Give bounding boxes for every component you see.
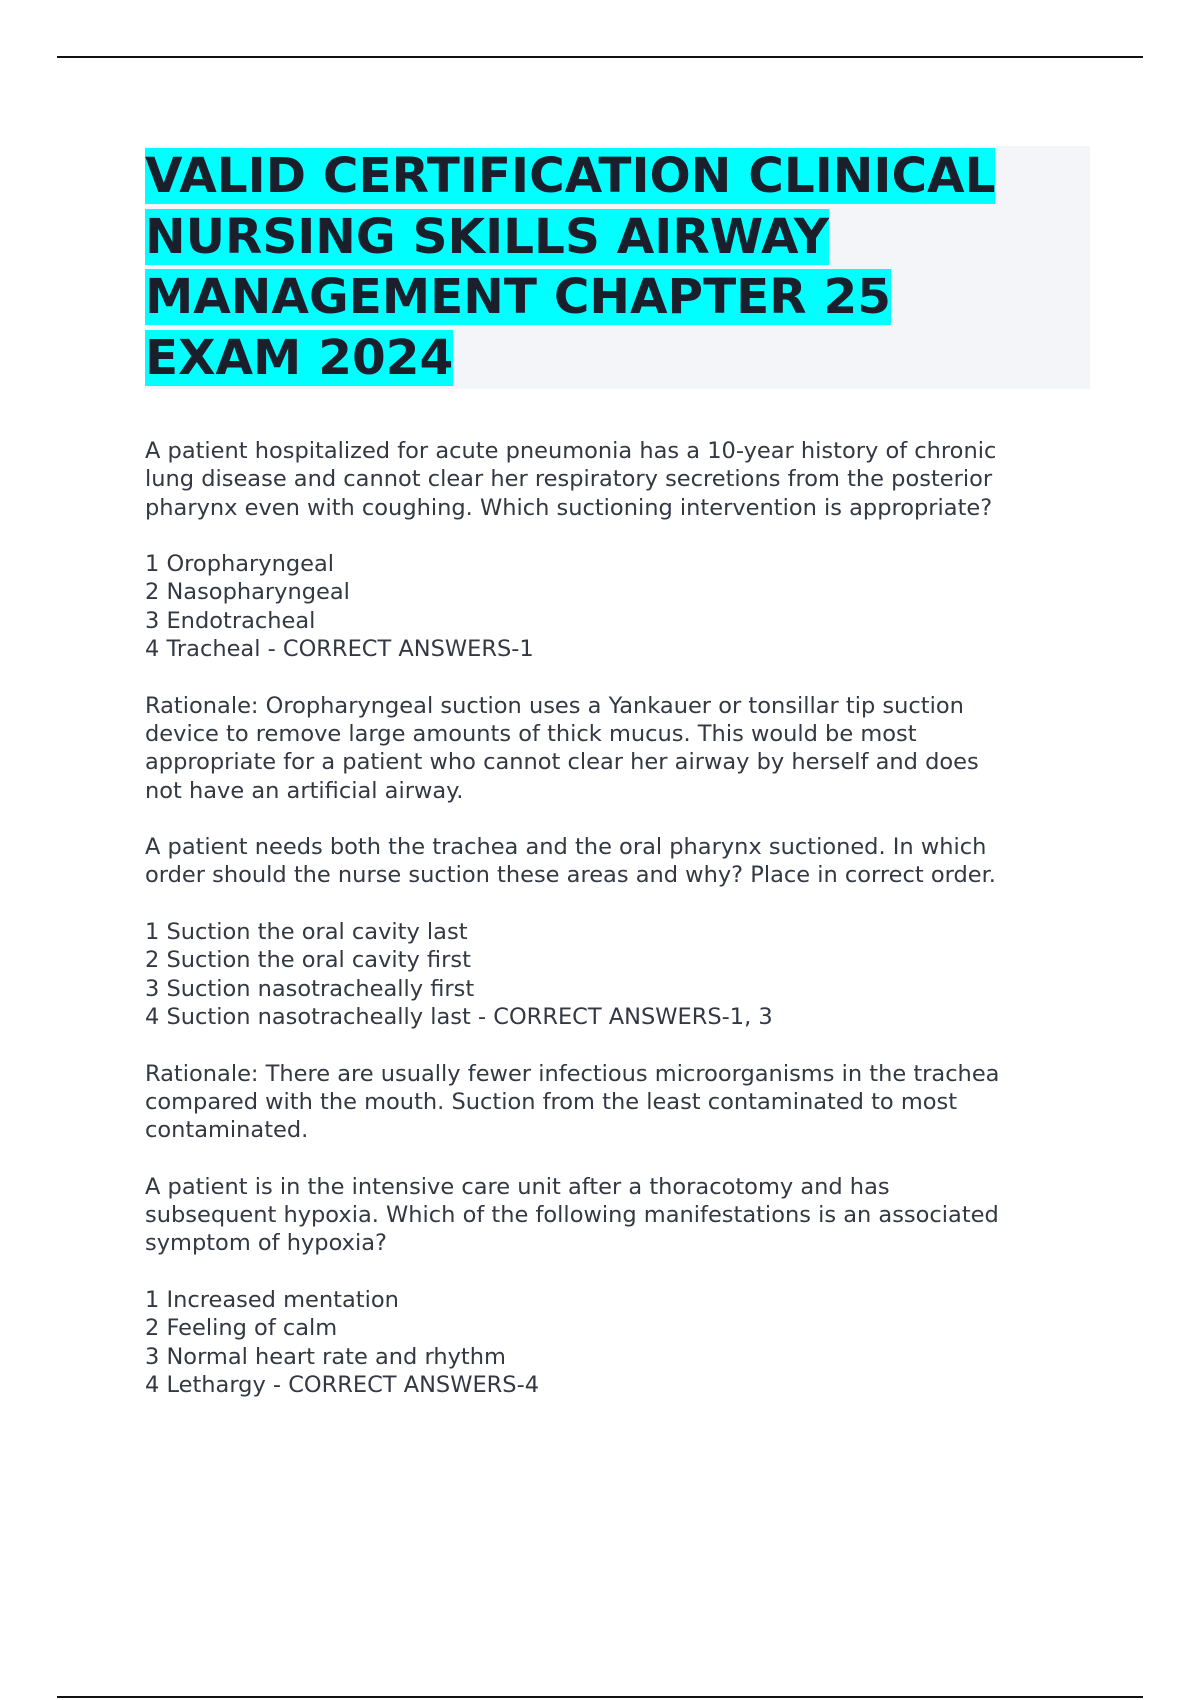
bottom-rule — [57, 1696, 1143, 1698]
question-2-rationale — [145, 1060, 1090, 1145]
question-line: subsequent hypoxia. Which of the following manifestations is an associated — [145, 1202, 999, 1229]
rationale-line: device to remove large amounts of thick mucus. This would be most — [145, 720, 917, 747]
answer-option: 2 Feeling of calm — [145, 1315, 338, 1342]
question-1-rationale — [145, 692, 1090, 805]
question-1-options — [145, 550, 1090, 663]
answer-option: 4 Lethargy - CORRECT ANSWERS-4 — [145, 1371, 540, 1398]
answer-option: 1 Suction the oral cavity last — [145, 919, 468, 946]
answer-option: 4 Tracheal - CORRECT ANSWERS-1 — [145, 636, 534, 663]
answer-option: 4 Suction nasotracheally last - CORRECT ANSWERS-1, 3 — [145, 1003, 773, 1030]
top-rule — [57, 56, 1143, 58]
title-line: VALID CERTIFICATION CLINICAL — [145, 148, 996, 204]
question-3-options — [145, 1286, 1090, 1399]
question-line: order should the nurse suction these areas and why? Place in correct order. — [145, 862, 996, 889]
answer-option: 1 Increased mentation — [145, 1286, 399, 1313]
rationale-line: appropriate for a patient who cannot clear her airway by herself and does — [145, 749, 979, 776]
answer-option: 2 Nasopharyngeal — [145, 579, 350, 606]
answer-option: 1 Oropharyngeal — [145, 551, 335, 578]
question-2-options — [145, 918, 1090, 1031]
answer-option: 3 Normal heart rate and rhythm — [145, 1343, 506, 1370]
answer-option: 3 Suction nasotracheally first — [145, 975, 475, 1002]
rationale-line: Rationale: Oropharyngeal suction uses a Yankauer or tonsillar tip suction — [145, 692, 964, 719]
question-line: A patient is in the intensive care unit after a thoracotomy and has — [145, 1173, 890, 1200]
rationale-line: not have an artificial airway. — [145, 777, 464, 804]
title-block — [145, 146, 1090, 389]
question-line: symptom of hypoxia? — [145, 1230, 387, 1257]
document-title — [145, 146, 1090, 388]
title-line: EXAM 2024 — [145, 329, 454, 386]
rationale-line: contaminated. — [145, 1117, 309, 1144]
rationale-line: Rationale: There are usually fewer infectious microorganisms in the trachea — [145, 1060, 1000, 1087]
question-line: lung disease and cannot clear her respiratory secretions from the posterior — [145, 466, 993, 493]
rationale-line: compared with the mouth. Suction from the least contaminated to most — [145, 1088, 958, 1115]
answer-option: 2 Suction the oral cavity first — [145, 947, 471, 974]
title-line: MANAGEMENT CHAPTER 25 — [145, 269, 892, 325]
title-line: NURSING SKILLS AIRWAY — [145, 208, 830, 265]
document-body — [145, 437, 1090, 1399]
answer-option: 3 Endotracheal — [145, 607, 316, 634]
question-3 — [145, 1173, 1090, 1258]
question-2 — [145, 833, 1090, 890]
question-line: A patient hospitalized for acute pneumonia has a 10-year history of chronic — [145, 438, 997, 464]
document-page — [145, 146, 1090, 1427]
question-1 — [145, 437, 1090, 522]
question-line: A patient needs both the trachea and the oral pharynx suctioned. In which — [145, 834, 987, 861]
question-line: pharynx even with coughing. Which suctioning intervention is appropriate? — [145, 494, 993, 521]
